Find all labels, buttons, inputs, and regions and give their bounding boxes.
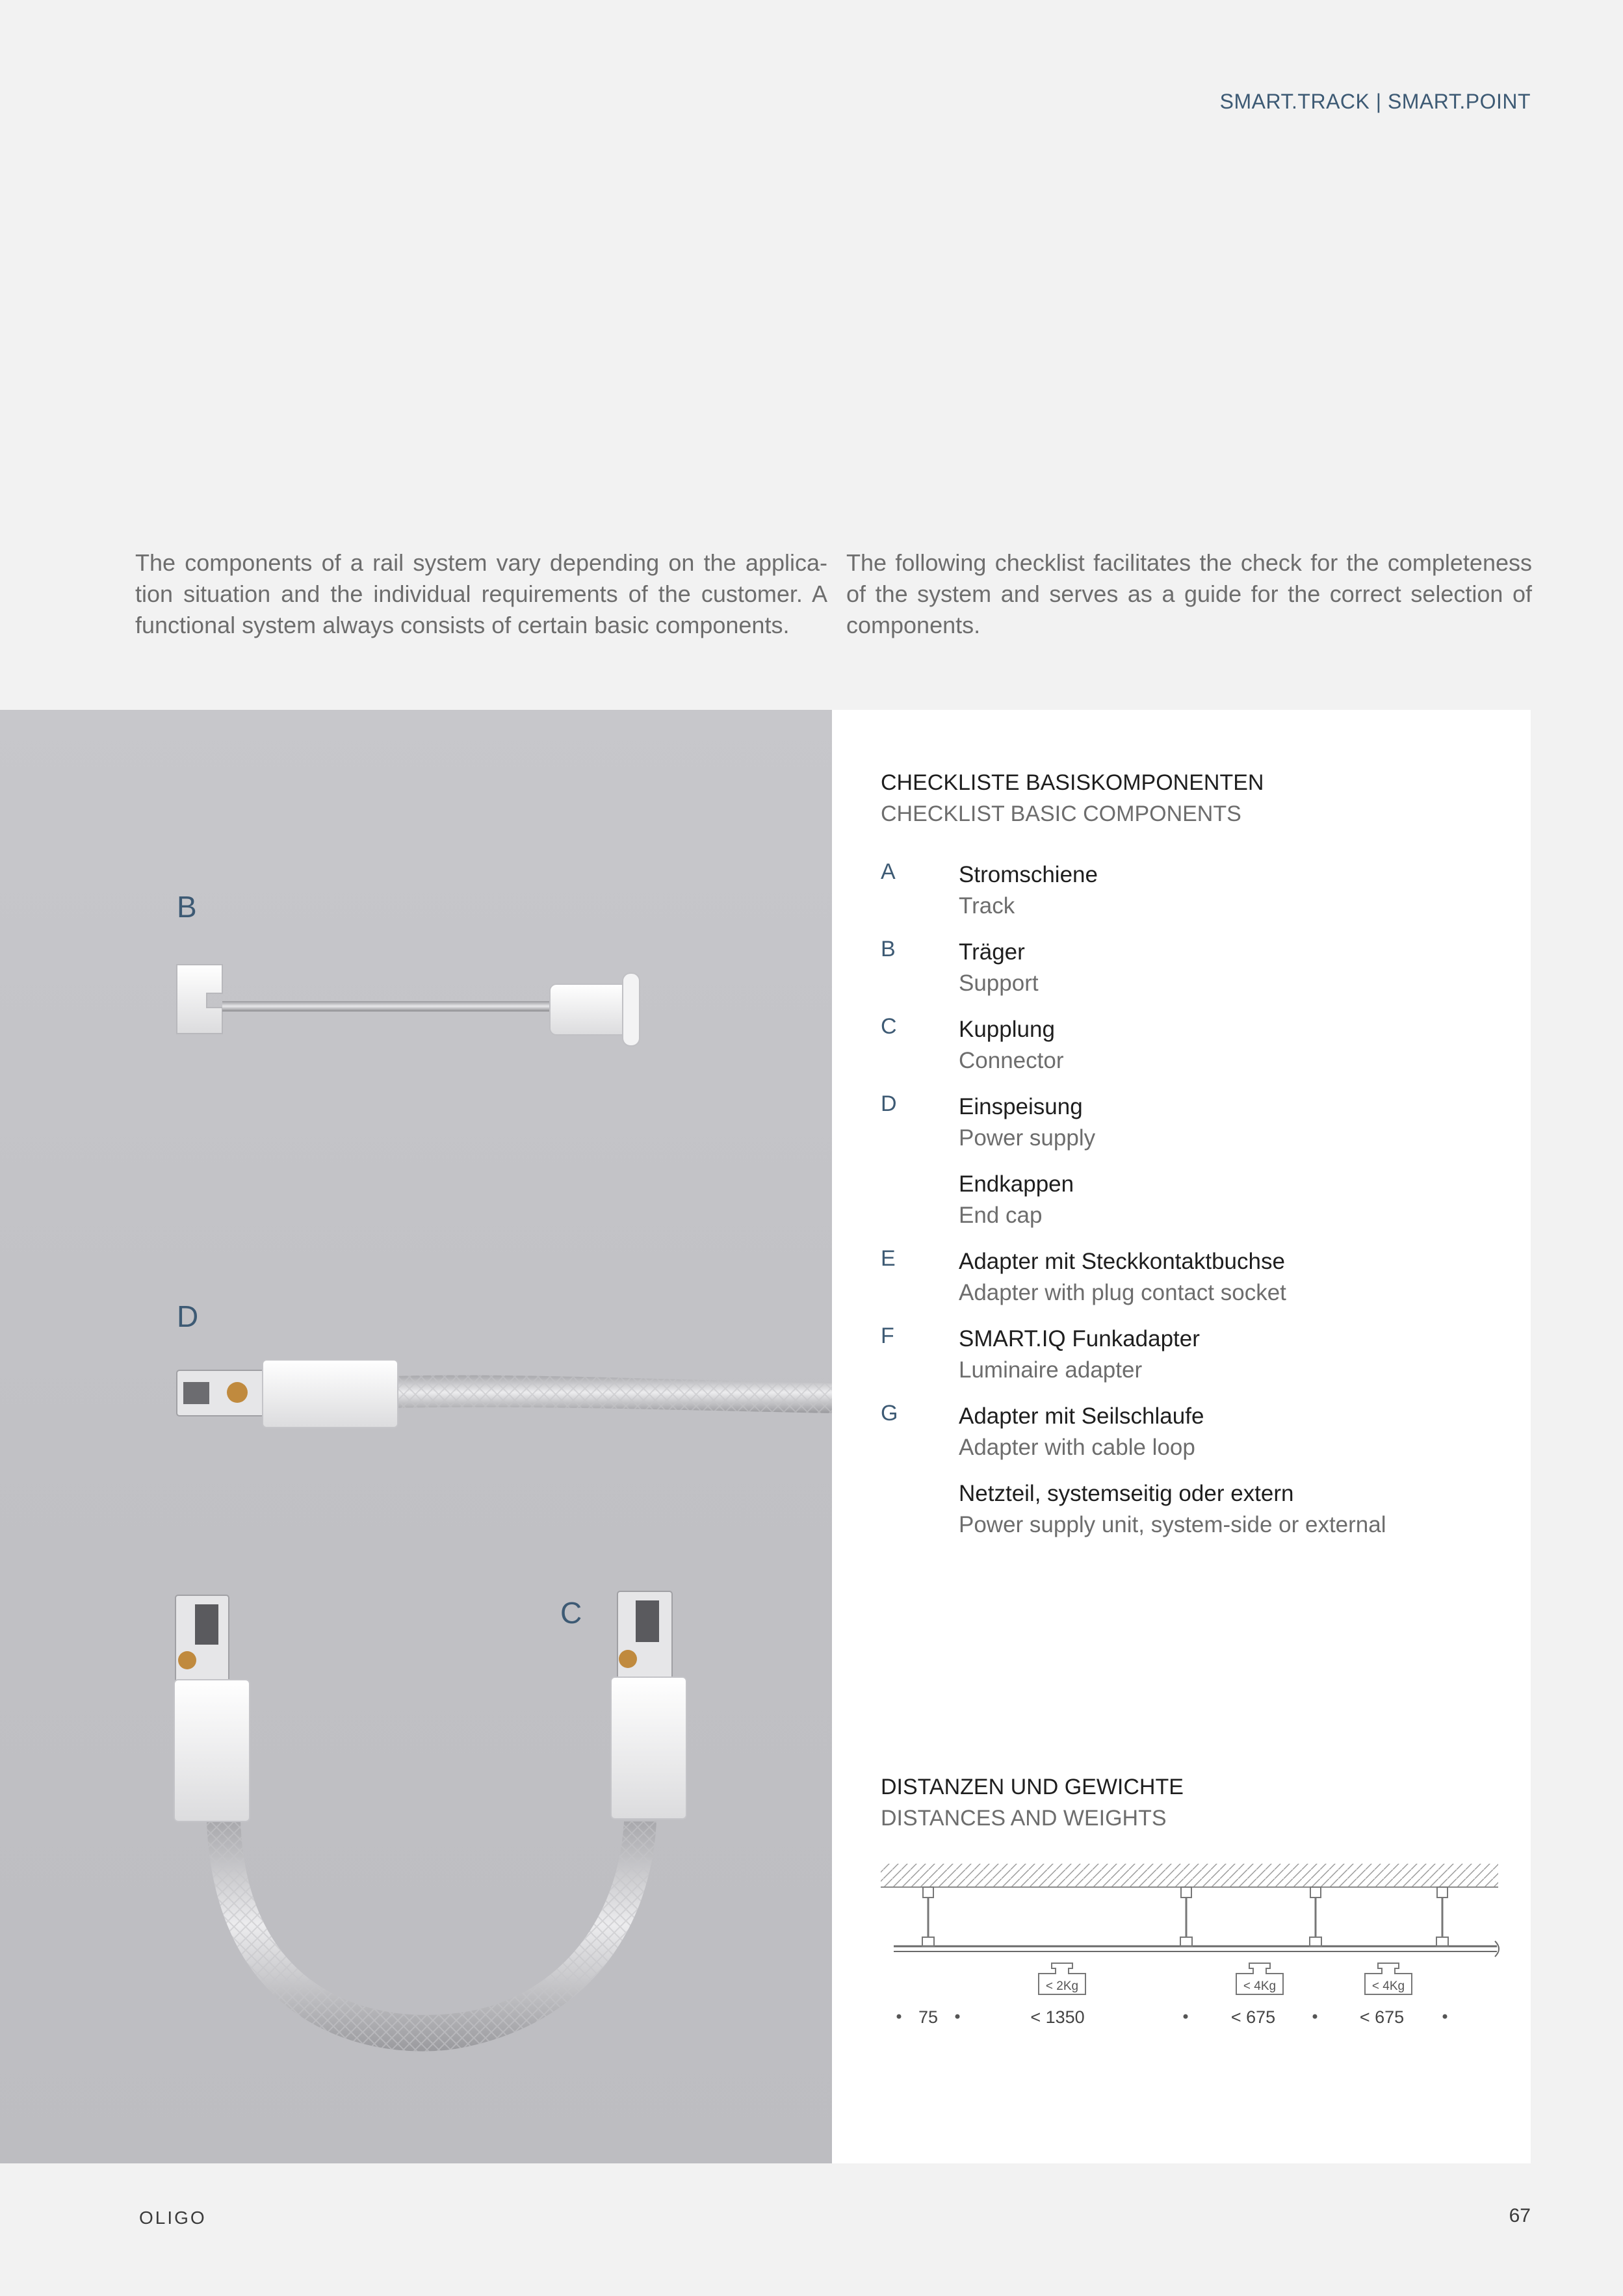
support-4	[1436, 1887, 1448, 1946]
item-letter: A	[881, 859, 896, 884]
item-en: Support	[959, 971, 1039, 996]
list-item	[881, 1091, 1505, 1169]
dimension-1350: < 1350	[1030, 2007, 1085, 2027]
item-en: End cap	[959, 1203, 1043, 1228]
connector-part	[174, 1591, 686, 2051]
list-item	[881, 937, 1505, 1014]
item-en: Luminaire adapter	[959, 1357, 1143, 1383]
item-en: Power supply unit, system-side or external	[959, 1512, 1386, 1537]
weight-label-3: < 4Kg	[1371, 1979, 1405, 1993]
dimension-75: 75	[918, 2007, 939, 2027]
checklist	[881, 859, 1505, 1556]
distances-title-de: DISTANZEN UND GEWICHTE	[881, 1775, 1184, 1799]
list-item	[881, 1014, 1505, 1091]
product-photo	[0, 710, 832, 2163]
item-letter: E	[881, 1246, 896, 1271]
item-letter: B	[881, 937, 896, 961]
item-en: Power supply	[959, 1125, 1096, 1151]
item-en: Adapter with cable loop	[959, 1435, 1195, 1460]
list-item	[881, 1324, 1505, 1401]
item-de: Adapter mit Seilschlaufe	[959, 1403, 1204, 1429]
weight-icon	[1236, 1963, 1283, 1994]
list-item	[881, 859, 1505, 937]
item-de: Endkappen	[959, 1171, 1074, 1197]
ceiling-hatch	[881, 1864, 1498, 1887]
support-part	[177, 965, 640, 1046]
list-item	[881, 1401, 1505, 1478]
checklist-panel	[832, 710, 1531, 2163]
support-3	[1310, 1887, 1321, 1946]
list-item	[881, 1478, 1505, 1556]
header-title: SMART.TRACK | SMART.POINT	[1219, 90, 1531, 113]
checklist-heading	[881, 767, 1264, 829]
weight-icon	[1365, 1963, 1412, 1994]
page-number: 67	[1509, 2205, 1531, 2226]
power-supply-part	[177, 1360, 832, 1428]
item-de: Netzteil, systemseitig oder extern	[959, 1481, 1294, 1506]
item-letter: F	[881, 1324, 894, 1348]
oligo-logo: OLIGO	[139, 2208, 207, 2228]
dimension-675-a: < 675	[1230, 2007, 1276, 2027]
support-1	[922, 1887, 934, 1946]
checklist-title-de: CHECKLISTE BASISKOMPONENTEN	[881, 770, 1264, 795]
product-illustration	[0, 710, 832, 2163]
item-en: Track	[959, 893, 1015, 919]
weight-icon	[1039, 1963, 1085, 1994]
photo-label-d: D	[177, 1299, 199, 1333]
item-letter: G	[881, 1401, 898, 1426]
item-de: Adapter mit Steckkontaktbuchse	[959, 1249, 1285, 1274]
distances-diagram	[874, 1860, 1511, 2068]
item-en: Adapter with plug contact socket	[959, 1280, 1286, 1305]
list-item	[881, 1246, 1505, 1324]
photo-label-c: C	[560, 1596, 582, 1630]
item-de: Einspeisung	[959, 1094, 1083, 1119]
item-de: SMART.IQ Funkadapter	[959, 1326, 1200, 1351]
distances-title-en: DISTANCES AND WEIGHTS	[881, 1806, 1167, 1831]
item-de: Träger	[959, 939, 1025, 965]
item-de: Kupplung	[959, 1017, 1055, 1042]
dimension-675-b: < 675	[1359, 2007, 1405, 2027]
support-2	[1180, 1887, 1192, 1946]
track-rail	[894, 1941, 1499, 1957]
list-item	[881, 1169, 1505, 1246]
item-de: Stromschiene	[959, 862, 1098, 887]
weight-label-1: < 2Kg	[1045, 1979, 1079, 1993]
item-letter: D	[881, 1091, 897, 1116]
photo-label-b: B	[177, 890, 197, 924]
item-letter: C	[881, 1014, 897, 1039]
checklist-title-en: CHECKLIST BASIC COMPONENTS	[881, 802, 1241, 826]
distances-heading	[881, 1771, 1184, 1834]
intro-left: The components of a rail system vary depending on the applica-tion situation and the individual requirements of the customer. A functional system always consists of certain basic components.	[135, 549, 827, 638]
intro-right: The following checklist facilitates the check for the completeness of the system and serves as a guide for the correct selection of components.	[846, 549, 1532, 638]
weight-label-2: < 4Kg	[1243, 1979, 1277, 1993]
item-en: Connector	[959, 1048, 1064, 1073]
